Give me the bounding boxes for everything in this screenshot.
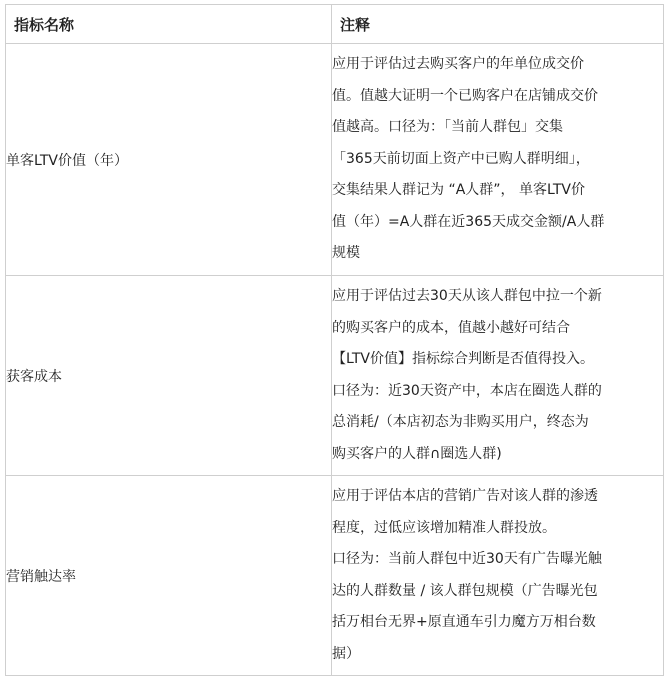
annotation-line: 值越高。口径为：「当前人群包」交集 — [332, 119, 563, 136]
annotation-line: 达的人群数量 / 该人群包规模（广告曝光包 — [332, 582, 598, 599]
annotation-line: 总消耗/（本店初态为非购买用户，终态为 — [332, 414, 589, 430]
annotation-line: 值。值越大证明一个已购客户在店铺成交价 — [332, 87, 598, 104]
annotation-line: 应用于评估过去30天从该人群包中拉一个新 — [332, 288, 602, 304]
annotation-line: 「365天前切面上资产中已购人群明细」， — [332, 150, 590, 167]
annotation-line: 口径为：当前人群包中近30天有广告曝光触 — [332, 551, 602, 567]
table-row — [6, 276, 664, 476]
indicator-table — [5, 4, 664, 676]
annotation-line: 【LTV价值】指标综合判断是否值得投入。 — [332, 351, 594, 367]
annotation-line: 口径为：近30天资产中，本店在圈选人群的 — [332, 382, 602, 399]
annotation-line: 括万相台无界+原直通车引力魔方万相台数 — [332, 614, 596, 630]
table-header-row — [6, 5, 664, 44]
indicator-name-cell: 营销触达率 — [6, 476, 332, 676]
table-row — [6, 44, 664, 276]
annotation-cell — [332, 276, 664, 476]
annotation-line: 规模 — [332, 245, 360, 262]
header-indicator-name: 指标名称 — [6, 5, 332, 44]
annotation-line: 购买客户的人群∩圈选人群) — [332, 445, 502, 462]
annotation-line: 交集结果人群记为 “A人群”， 单客LTV价 — [332, 182, 585, 199]
annotation-cell — [332, 44, 664, 276]
indicator-name-cell: 获客成本 — [6, 276, 332, 476]
annotation-line: 的购买客户的成本，值越小越好可结合 — [332, 319, 570, 336]
annotation-cell — [332, 476, 664, 676]
annotation-line: 程度，过低应该增加精准人群投放。 — [332, 519, 556, 536]
annotation-line: 值（年）=A人群在近365天成交金额/A人群 — [332, 213, 605, 230]
annotation-line: 应用于评估本店的营销广告对该人群的渗透 — [332, 488, 598, 504]
annotation-line: 应用于评估过去购买客户的年单位成交价 — [332, 56, 584, 73]
indicator-name-cell: 单客LTV价值（年） — [6, 44, 332, 276]
annotation-line: 据） — [332, 645, 360, 662]
header-annotation: 注释 — [332, 5, 664, 44]
table-row — [6, 476, 664, 676]
